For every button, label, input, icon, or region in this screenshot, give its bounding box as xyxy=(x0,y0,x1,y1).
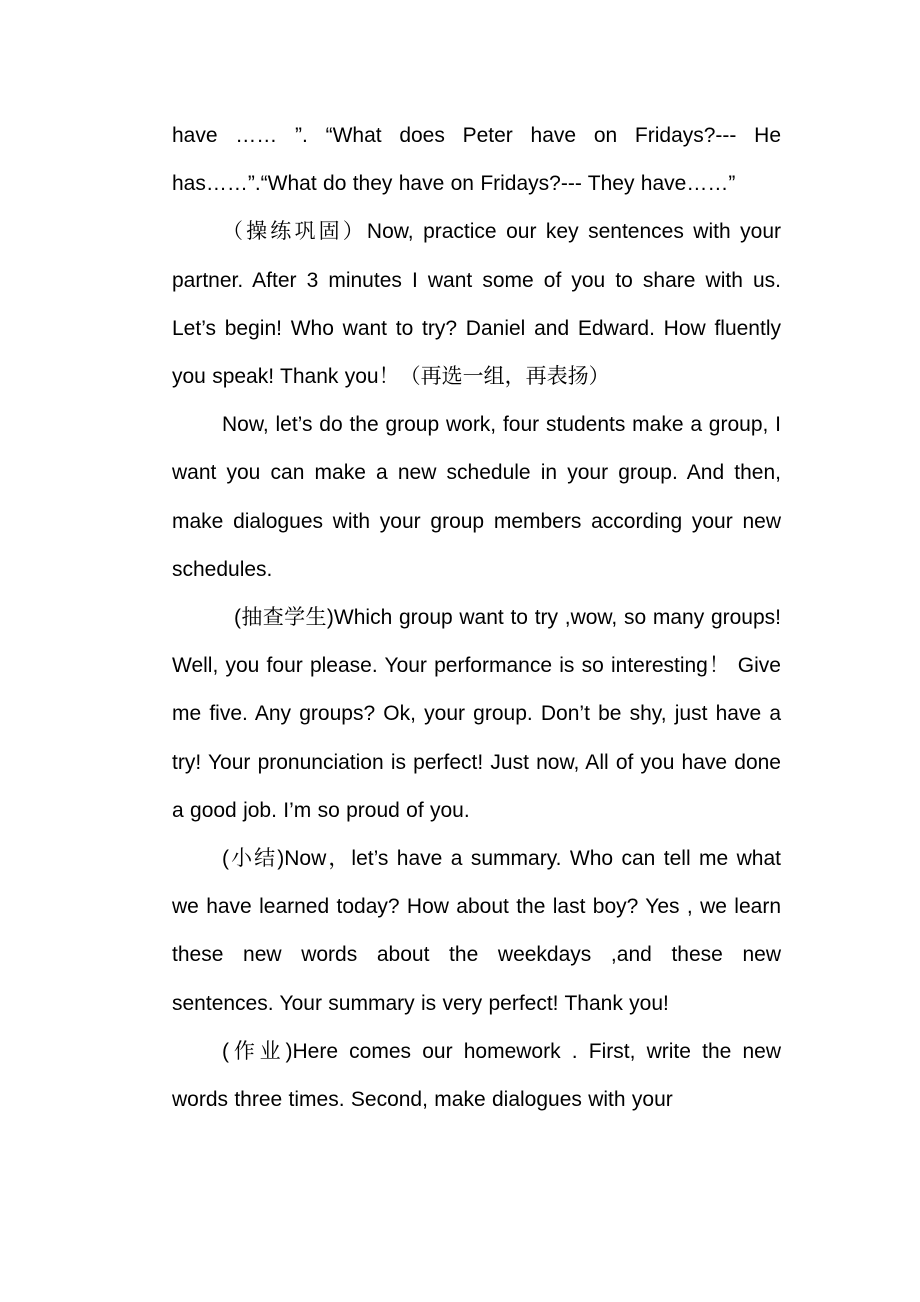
paragraph-homework: (作业)Here comes our homework . First, write the new words three times. Second, make dialogues with your xyxy=(172,1039,781,1112)
paragraph-dialogue-continuation: have …… ”. “What does Peter have on Fridays?--- He has……”.“What do they have on Fridays?--- They have……” xyxy=(172,124,781,196)
paragraph-summary: (小结)Now，let’s have a summary. Who can tell me what we have learned today? How about the last boy? Yes , we learn these new words about the weekdays ,and these new sentences. Your summary is very perfect! Thank you! xyxy=(172,847,781,1015)
paragraph-practice: （操练巩固）Now, practice our key sentences with your partner. After 3 minutes I want some of you to share with us. Let’s begin! Who want to try? Daniel and Edward. How fluently you speak! Thank you！（再选一组，再表扬） xyxy=(172,220,781,389)
document-body xyxy=(172,112,781,1124)
paragraph-spot-check: (抽查学生)Which group want to try ,wow, so many groups! Well, you four please. Your performance is so interesting！ Give me five. Any groups? Ok, your group. Don’t be shy, just have a try! Your pronunciation is perfect! Just now, All of you have done a good job. I’m so proud of you. xyxy=(172,606,781,822)
paragraph-group-work: Now, let’s do the group work, four students make a group, I want you can make a new schedule in your group. And then, make dialogues with your group members according your new schedules. xyxy=(172,413,781,581)
